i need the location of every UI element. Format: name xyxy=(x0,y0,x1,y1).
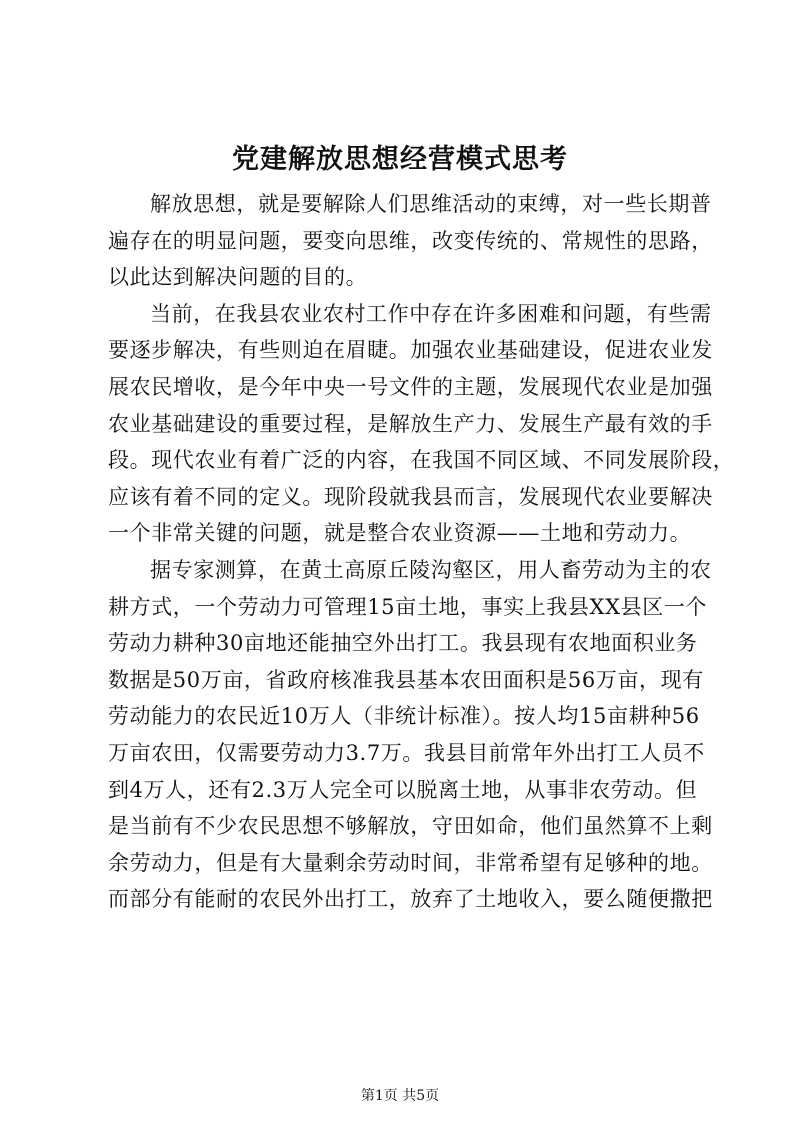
paragraph-line: 要逐步解决，有些则迫在眉睫。加强农业基础建设，促进农业发 xyxy=(108,338,713,363)
paragraph-line: 劳动力耕种30亩地还能抽空外出打工。我县现有农地面积业务 xyxy=(108,631,698,656)
page-footer: 第1页 共5页 xyxy=(360,1088,440,1104)
paragraph-line: 段。现代农业有着广泛的内容，在我国不同区域、不同发展阶段， xyxy=(108,448,735,473)
paragraph-line: 展农民增收，是今年中央一号文件的主题，发展现代农业是加强 xyxy=(108,374,713,399)
paragraph-line: 耕方式，一个劳动力可管理15亩土地，事实上我县XX县区一个 xyxy=(108,594,708,619)
paragraph-line: 农业基础建设的重要过程，是解放生产力、发展生产最有效的手 xyxy=(108,411,713,436)
document-body xyxy=(108,186,735,918)
paragraph-line: 劳动能力的农民近10万人（非统计标准）。按人均15亩耕种56 xyxy=(108,704,700,729)
paragraph-line: 到4万人，还有2.3万人完全可以脱离土地，从事非农劳动。但 xyxy=(108,777,698,802)
paragraph-line: 当前，在我县农业农村工作中存在许多困难和问题，有些需 xyxy=(150,301,712,326)
paragraph-line: 余劳动力，但是有大量剩余劳动时间，非常希望有足够种的地。 xyxy=(108,850,713,875)
paragraph-line: 万亩农田，仅需要劳动力3.7万。我县目前常年外出打工人员不 xyxy=(108,740,705,765)
paragraph-line: 是当前有不少农民思想不够解放，守田如命，他们虽然算不上剩 xyxy=(108,814,713,839)
paragraph-line: 应该有着不同的定义。现阶段就我县而言，发展现代农业要解决 xyxy=(108,484,713,509)
paragraph-line: 以此达到解决问题的目的。 xyxy=(108,265,368,290)
paragraph-line: 数据是50万亩，省政府核准我县基本农田面积是56万亩，现有 xyxy=(108,667,704,692)
paragraph-line: 而部分有能耐的农民外出打工，放弃了土地收入，要么随便撒把 xyxy=(108,887,713,912)
document-title: 党建解放思想经营模式思考 xyxy=(232,144,568,175)
paragraph-line: 一个非常关键的问题，就是整合农业资源——土地和劳动力。 xyxy=(108,521,692,546)
paragraph-line: 遍存在的明显问题，要变向思维，改变传统的、常规性的思路， xyxy=(108,228,713,253)
paragraph-line: 据专家测算，在黄土高原丘陵沟壑区，用人畜劳动为主的农 xyxy=(150,557,712,582)
paragraph-line: 解放思想，就是要解除人们思维活动的束缚，对一些长期普 xyxy=(150,192,712,216)
